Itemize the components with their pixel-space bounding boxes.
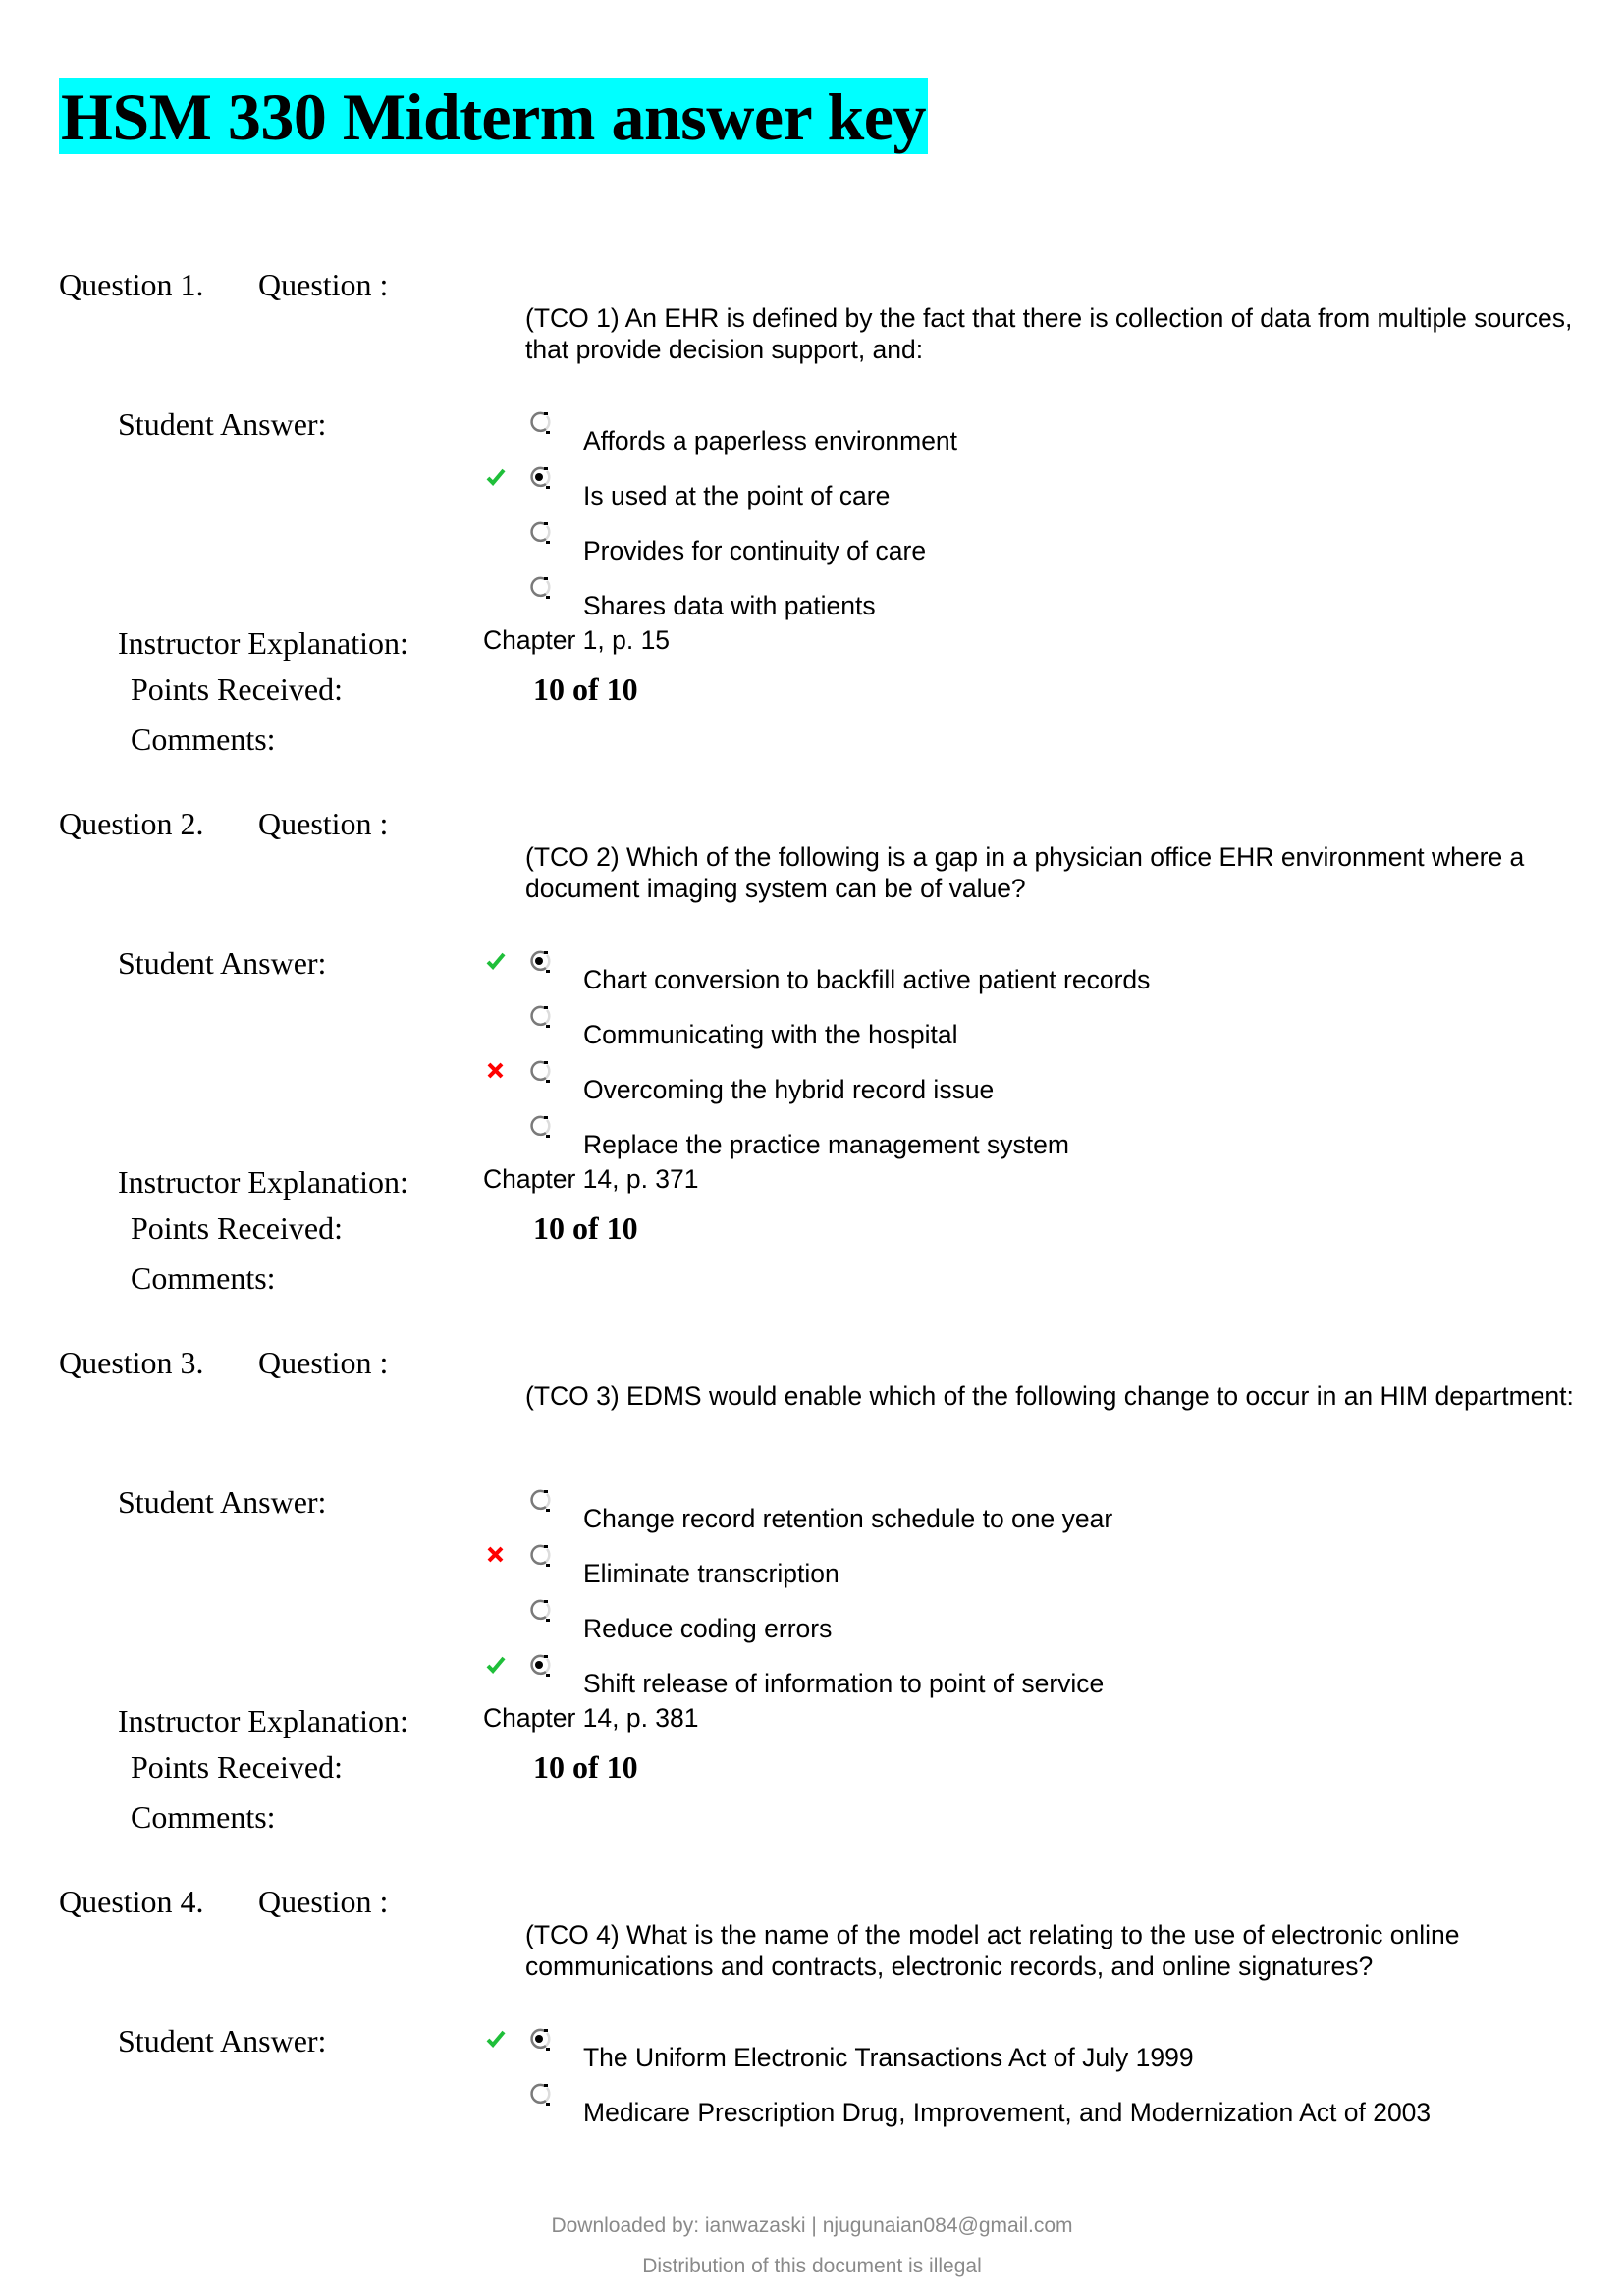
question-label: Question :: [258, 1345, 389, 1380]
instructor-explanation-value: Chapter 1, p. 15: [483, 625, 671, 655]
check-icon: [486, 2029, 506, 2049]
instructor-explanation-value: Chapter 14, p. 381: [483, 1703, 699, 1733]
question-label: Question :: [258, 267, 389, 302]
option-text: Overcoming the hybrid record issue: [583, 1075, 995, 1104]
instructor-explanation-value: Chapter 14, p. 371: [483, 1164, 699, 1194]
comments-label: Comments:: [131, 721, 276, 757]
option-text: Medicare Prescription Drug, Improvement, and Modernization Act of 2003: [583, 2098, 1432, 2127]
answer-option[interactable]: [481, 1004, 1610, 1059]
radio-unselected-icon[interactable]: [528, 1598, 552, 1624]
option-text: Is used at the point of care: [583, 481, 891, 510]
radio-selected-icon[interactable]: [528, 2027, 552, 2053]
answer-option-selected[interactable]: [481, 1653, 1610, 1708]
radio-unselected-icon[interactable]: [528, 1004, 552, 1030]
radio-unselected-icon[interactable]: [528, 1059, 552, 1085]
option-text: Chart conversion to backfill active patient records: [583, 965, 1151, 994]
check-icon: [486, 467, 506, 487]
comments-label: Comments:: [131, 1260, 276, 1296]
question-number: Question 2.: [59, 806, 204, 841]
check-icon: [486, 951, 506, 971]
option-text: Change record retention schedule to one year: [583, 1504, 1113, 1533]
answer-option[interactable]: [481, 1543, 1610, 1598]
x-icon: [486, 1061, 506, 1081]
radio-unselected-icon[interactable]: [528, 2082, 552, 2108]
instructor-explanation-label: Instructor Explanation:: [118, 625, 408, 661]
points-received-value: 10 of 10: [533, 1749, 638, 1785]
page-title: HSM 330 Midterm answer key: [61, 80, 926, 154]
instructor-explanation-label: Instructor Explanation:: [118, 1164, 408, 1200]
answer-option[interactable]: [481, 2082, 1610, 2137]
question-text: (TCO 4) What is the name of the model act relating to the use of electronic online communications and contracts, electronic records, and online signatures?: [525, 1920, 1460, 1981]
question-label: Question :: [258, 1884, 389, 1919]
option-text: Shares data with patients: [583, 591, 876, 620]
x-icon: [486, 1545, 506, 1565]
radio-selected-icon[interactable]: [528, 949, 552, 975]
points-received-value: 10 of 10: [533, 1210, 638, 1246]
option-text: Shift release of information to point of service: [583, 1669, 1105, 1698]
question-text: (TCO 1) An EHR is defined by the fact that there is collection of data from multiple sources, that provide decision support, and:: [525, 303, 1573, 364]
radio-selected-icon[interactable]: [528, 1653, 552, 1679]
student-answer-label: Student Answer:: [118, 406, 327, 442]
option-text: Provides for continuity of care: [583, 536, 927, 565]
radio-unselected-icon[interactable]: [528, 1488, 552, 1514]
comments-label: Comments:: [131, 1799, 276, 1835]
student-answer-label: Student Answer:: [118, 945, 327, 981]
distribution-notice: Distribution of this document is illegal: [642, 2255, 982, 2277]
answer-option[interactable]: [481, 1598, 1610, 1653]
radio-unselected-icon[interactable]: [528, 1114, 552, 1140]
option-text: Eliminate transcription: [583, 1559, 839, 1588]
instructor-explanation-label: Instructor Explanation:: [118, 1703, 408, 1738]
answer-option-selected[interactable]: [481, 949, 1610, 1004]
radio-unselected-icon[interactable]: [528, 575, 552, 601]
option-text: Reduce coding errors: [583, 1614, 833, 1643]
points-received-value: 10 of 10: [533, 671, 638, 707]
answer-option[interactable]: [481, 575, 1610, 630]
download-attribution: Downloaded by: ianwazaski | njugunaian084@gmail.com: [551, 2215, 1073, 2237]
question-text: (TCO 3) EDMS would enable which of the following change to occur in an HIM department:: [525, 1381, 1574, 1411]
check-icon: [486, 1655, 506, 1675]
points-received-label: Points Received:: [131, 1749, 343, 1785]
question-label: Question :: [258, 806, 389, 841]
answer-option-selected[interactable]: [481, 2027, 1610, 2082]
radio-unselected-icon[interactable]: [528, 520, 552, 546]
points-received-label: Points Received:: [131, 671, 343, 707]
answer-option[interactable]: [481, 1059, 1610, 1114]
answer-option[interactable]: [481, 1488, 1610, 1543]
radio-unselected-icon[interactable]: [528, 410, 552, 436]
student-answer-label: Student Answer:: [118, 2023, 327, 2058]
option-text: Affords a paperless environment: [583, 426, 958, 455]
answer-option[interactable]: [481, 520, 1610, 575]
points-received-label: Points Received:: [131, 1210, 343, 1246]
question-number: Question 4.: [59, 1884, 204, 1919]
radio-selected-icon[interactable]: [528, 465, 552, 491]
answer-option[interactable]: [481, 1114, 1610, 1169]
question-number: Question 3.: [59, 1345, 204, 1380]
answer-option[interactable]: [481, 410, 1610, 465]
option-text: Replace the practice management system: [583, 1130, 1069, 1159]
radio-unselected-icon[interactable]: [528, 1543, 552, 1569]
option-text: Communicating with the hospital: [583, 1020, 958, 1049]
student-answer-label: Student Answer:: [118, 1484, 327, 1520]
question-number: Question 1.: [59, 267, 204, 302]
question-text: (TCO 2) Which of the following is a gap in a physician office EHR environment where a document imaging system can be of value?: [525, 842, 1525, 903]
option-text: The Uniform Electronic Transactions Act of July 1999: [583, 2043, 1194, 2072]
answer-option-selected[interactable]: [481, 465, 1610, 520]
